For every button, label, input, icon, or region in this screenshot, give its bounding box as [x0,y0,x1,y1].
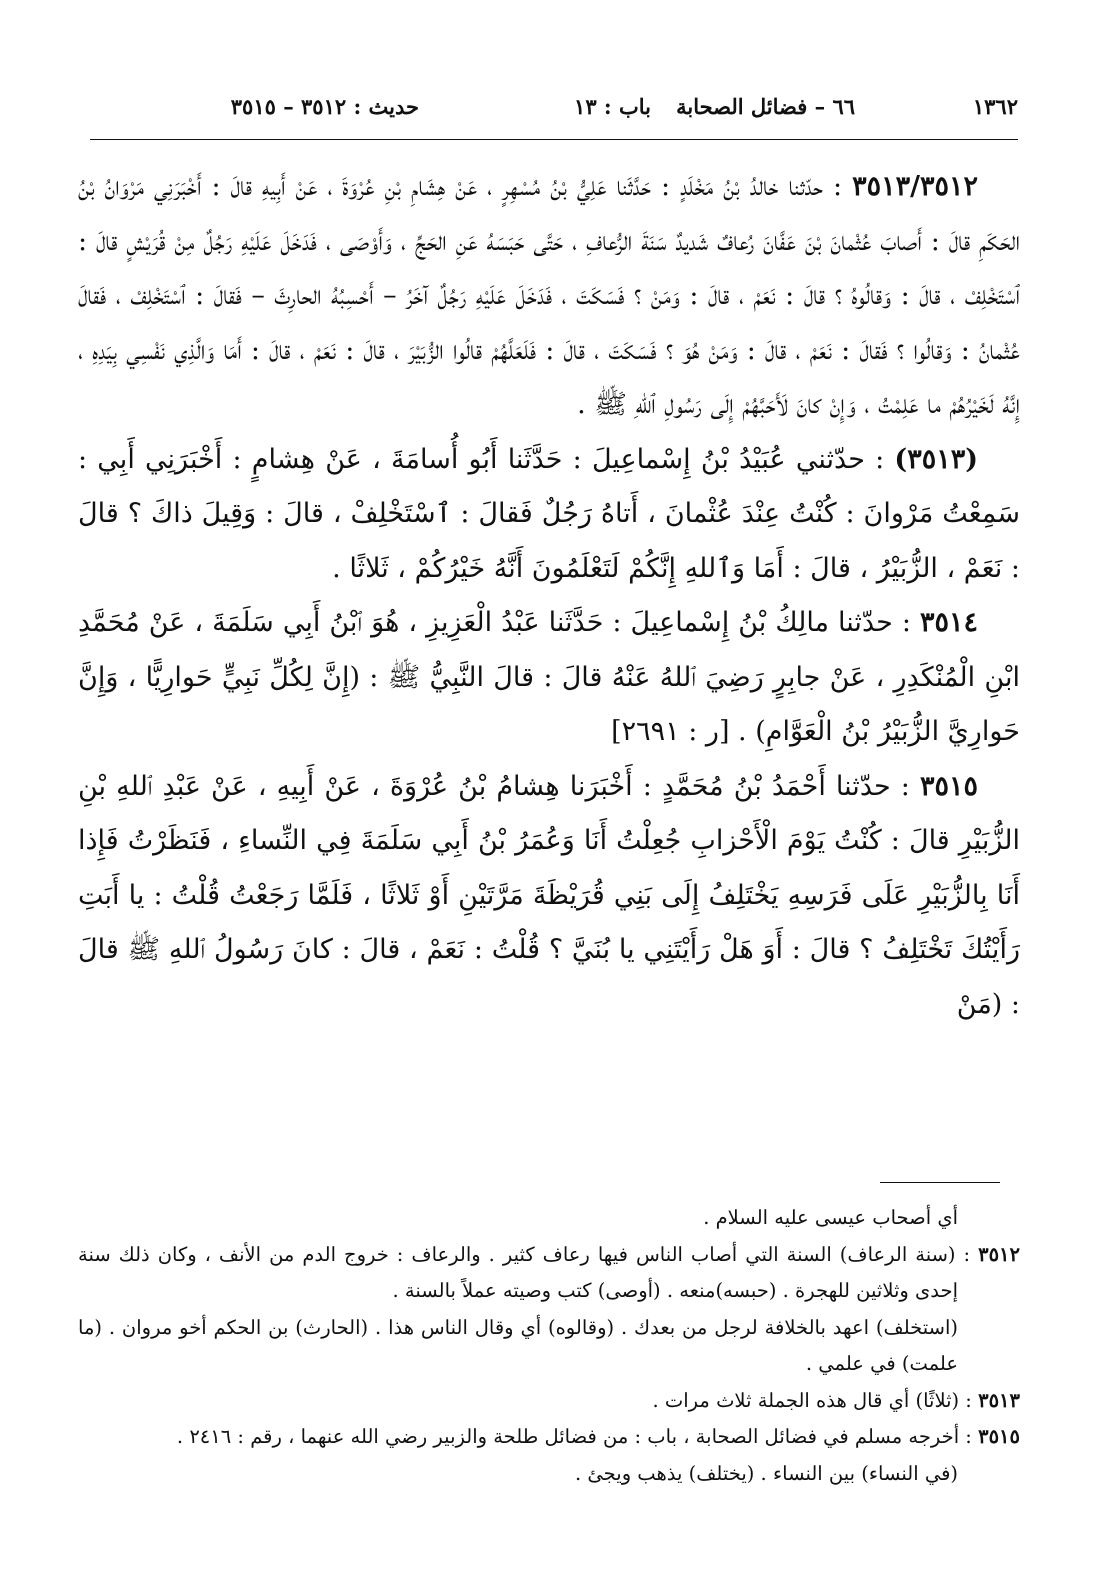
hadith-number: ٣٥١٤ [919,607,978,638]
bab-number: باب : ١٣ [574,94,651,119]
footnote-number: ٣٥١٣ [978,1388,1020,1412]
footnote-text: : (ثلاثًا) أي قال هذه الجملة ثلاث مرات . [652,1388,972,1412]
hadith-text: : حدّثنا أَحْمَدُ بْنُ مُحَمَّدٍ : أَخْبَرَنا هِشامُ بْنُ عُرْوَةَ ، عَنْ أَبِيهِ ، عَنْ عَبْدِ ٱللهِ بْنِ الزُّبَيْرِ قالَ : كُنْتُ يَوْمَ الْأَحْزابِ جُعِلْتُ أَنَا وَعُمَرُ بْنُ أَبِي سَلَمَةَ فِي النِّساءِ ، فَنَظَرْتُ فَإِذا أَنَا بِالزُّبَيْرِ عَلَى فَرَسِهِ يَخْتَلِفُ إِلَى بَنِي قُرَيْظَةَ مَرَّتَيْنِ أَوْ ثَلاثًا ، فَلَمَّا رَجَعْتُ قُلْتُ : يا أَبَتِ رَأَيْتُكَ تَخْتَلِفُ ؟ قالَ : أَوَ هَلْ رَأَيْتَنِي يا بُنَيَّ ؟ قُلْتُ : نَعَمْ ، قالَ : كانَ رَسُولُ ٱللهِ ﷺ قالَ : (مَنْ [78,770,1020,1020]
hadith-number: (٣٥١٣) [894,443,978,475]
footnotes [78,1200,1020,1492]
hadith-range: حديث : ٣٥١٢ – ٣٥١٥ [230,94,419,119]
footnote-number: ٣٥١٢ [978,1242,1020,1266]
header-rule [90,139,1018,140]
main-text [78,160,1020,1032]
hadith-3512 [78,160,1020,433]
footnote-3512-cont: (استخلف) اعهد بالخلافة لرجل من بعدك . (وقالوه) أي وقال الناس هذا . (الحارث) بن الحكم أخو مروان . (ما علمت) في علمي . [78,1315,958,1375]
hadith-text: : حدّثنا مالِكُ بْنُ إِسْماعِيلَ : حَدَّثَنا عَبْدُ الْعَزِيزِ ، هُوَ ٱبْنُ أَبِي سَلَمَةَ ، عَنْ مُحَمَّدِ ابْنِ الْمُنْكَدِرِ ، عَنْ جابِرٍ رَضِيَ ٱللهُ عَنْهُ قالَ : قالَ النَّبِيُّ ﷺ : (إِنَّ لِكُلِّ نَبِيٍّ حَوارِيًّا ، وَإِنَّ حَوارِيَّ الزُّبَيْرُ بْنُ الْعَوَّامِ) . [ر : ٢٦٩١] [78,607,1020,747]
footnote-separator [880,1182,1000,1183]
page-number: ١٣٦٢ [972,94,1018,119]
hadith-number: ٣٥١٥ [919,770,978,802]
footnote-text: : أخرجه مسلم في فضائل الصحابة ، باب : من فضائل طلحة والزبير رضي الله عنهما ، رقم : ٢٤١٦ . [176,1425,972,1448]
footnote-text: : (سنة الرعاف) السنة التي أصاب الناس فيها رعاف كثير . والرعاف : خروج الدم من الأنف ، وكان ذلك سنة إحدى وثلاثين للهجرة . (حبسه)منعه . (أوصى) كتب وصيته عملاً بالسنة . [78,1242,971,1302]
footnote-3512 [78,1237,1020,1310]
hadith-3513 [78,433,1020,597]
running-header [90,88,1018,128]
footnote-hawari: أي أصحاب عيسى عليه السلام . [703,1206,958,1229]
footnote-3515 [78,1419,1020,1456]
chapter-title: ٦٦ – فضائل الصحابة [676,94,855,119]
hadith-text: : حدّثنا خالدُ بْنُ مَخْلَدٍ : حَدَّثَنا عَلِيُّ بْنُ مُسْهِرٍ ، عَنْ هِشَامِ بْنِ عُرْوَةَ ، عَنْ أَبِيهِ قالَ : أَخْبَرَنِي مَرْوَانُ بْنُ الحَكَمِ قالَ : أَصابَ عُثْمانَ بْنَ عَفَّانَ رُعافٌ شَديدٌ سَنَةَ الرُّعافِ ، حَتَّى حَبَسَهُ عَنِ الحَجِّ ، وَأَوْصَى ، فَدَخَلَ عَلَيْهِ رَجُلٌ مِنْ قُرَيْشٍ قالَ : ٱسْتَخْلِفْ ، قالَ : وَقالُوهُ ؟ قالَ : نَعَمْ ، قالَ : وَمَنْ ؟ فَسَكَتَ ، فَدَخَلَ عَلَيْهِ رَجُلٌ آخَرُ – أَحْسِبُهُ الحارِثَ – فَقالَ : ٱسْتَخْلِفْ ، فَقالَ عُثْمانُ : وَقالُوا ؟ فَقالَ : نَعَمْ ، قالَ : وَمَنْ هُوَ ؟ فَسَكَتَ ، قالَ : فَلَعَلَّهُمْ قالُوا الزُّبَيْرَ ، قالَ : نَعَمْ ، قالَ : أَمَا وَالَّذِي نَفْسِي بِيَدِهِ ، إِنَّهُ لَخَيْرُهُمْ ما عَلِمْتُ ، وَإِنْ كانَ لَأَحَبَّهُمْ إِلَى رَسُولِ ٱللهِ ﷺ . [78,171,1020,420]
hadith-3515 [78,760,1020,1033]
footnote-3515-cont: (في النساء) بين النساء . (يختلف) يذهب ويجئ . [575,1461,958,1485]
footnote-3513 [78,1383,1020,1420]
hadith-3514 [78,596,1020,760]
hadith-number: ٣٥١٣/٣٥١٢ [852,171,978,202]
footnote-number: ٣٥١٥ [978,1425,1020,1448]
hadith-text: : حدّثني عُبَيْدُ بْنُ إِسْماعِيلَ : حَدَّثَنا أَبُو أُسامَةَ ، عَنْ هِشامٍ : أَخْبَرَنِي أَبِي : سَمِعْتُ مَرْوانَ : كُنْتُ عِنْدَ عُثْمانَ ، أَتاهُ رَجُلٌ فَقالَ : ٱسْتَخْلِفْ ، قالَ : وَقِيلَ ذاكَ ؟ قالَ : نَعَمْ ، الزُّبَيْرُ ، قالَ : أَمَا وَٱللهِ إِنَّكُمْ لَتَعْلَمُونَ أَنَّهُ خَيْرُكُمْ ، ثَلاثًا . [78,443,1020,584]
